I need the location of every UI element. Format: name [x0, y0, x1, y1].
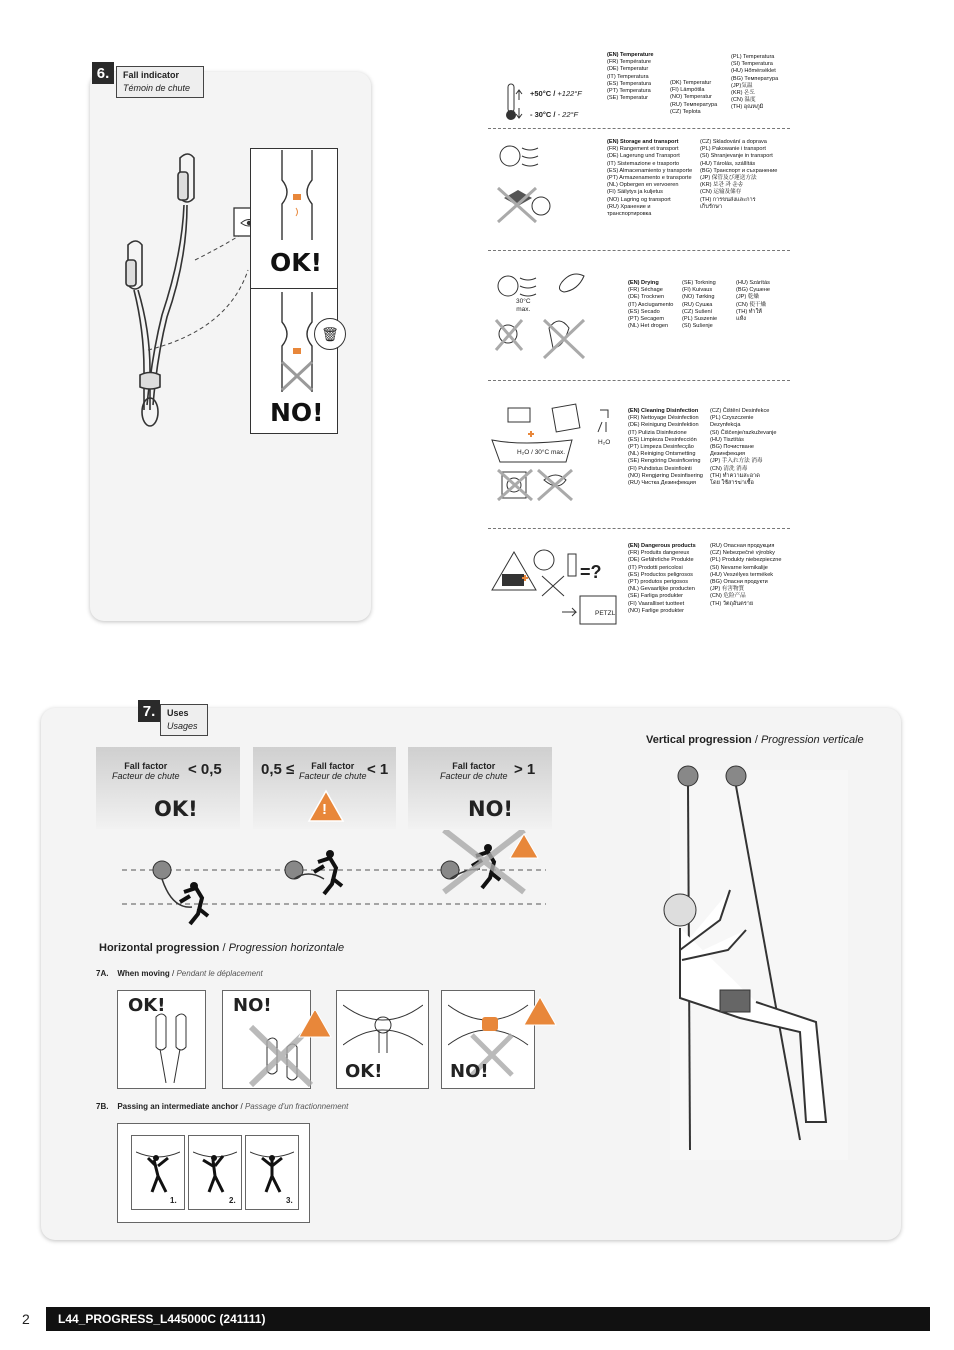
lang-line: (ES) Productos peligrosos: [628, 571, 693, 578]
separator: [488, 380, 790, 381]
drying-temp-label: [516, 298, 531, 314]
lang-line: (CN) 运输及储存: [700, 189, 742, 196]
section-7-title-en: Uses: [167, 708, 189, 718]
lang-line: (PT) Limpeza Desinfecção: [628, 443, 694, 450]
lang-line: (DE) Lagerung und Transport: [607, 153, 680, 160]
lang-line: (CZ) Nebezpečné výrobky: [710, 550, 775, 557]
temp-cold-c: - 30°C /: [530, 110, 558, 119]
moving-verdict-4: NO!: [450, 1061, 489, 1082]
ff2-en: Fall factor: [311, 761, 355, 771]
storage-icons: [496, 136, 556, 226]
lang-line: (SI) Temperatura: [731, 61, 773, 68]
dangerous-question: =?: [580, 562, 602, 582]
lang-line: (PL) Czyszczenie: [710, 415, 754, 422]
ff1-suffix: < 0,5: [188, 761, 222, 778]
lang-line: (IT) Asciugamento: [628, 301, 674, 308]
lang-line: (CN) 危险产品: [710, 593, 746, 600]
lang-line: (SE) Torkning: [682, 280, 716, 286]
lang-line: Dezynfekcja: [710, 422, 741, 429]
horizontal-progression-heading: [99, 942, 344, 954]
drying-lang-col1: [628, 280, 673, 330]
temp-hot-f: +122°F: [557, 89, 582, 98]
drying-icons: [494, 268, 600, 360]
lang-line: (ES) Secado: [628, 308, 660, 315]
lang-line: (SI) Sušenje: [682, 323, 713, 330]
step-2-label: 2.: [229, 1196, 236, 1205]
climber-step-1-drawing: [136, 1144, 180, 1204]
lang-line: (CZ) Teplota: [670, 108, 701, 115]
lang-line: (RU) Сушка: [682, 301, 713, 308]
lang-line: (EN) Cleaning Disinfection: [628, 408, 699, 414]
horizontal-slash: /: [219, 942, 229, 954]
temp-lang-col3: [731, 54, 778, 112]
horizontal-fr: Progression horizontale: [228, 942, 345, 954]
lang-line: Дезинфекция: [710, 451, 746, 458]
temp-hot: [530, 89, 582, 98]
7a-fr: Pendant le déplacement: [176, 969, 263, 978]
lang-line: (SI) Shranjevanje in transport: [700, 153, 773, 160]
section-6-label: [116, 66, 204, 98]
separator: [488, 128, 790, 129]
lang-line: (FI) Säilytys ja kuljetus: [607, 189, 663, 196]
lang-line: (CN) 温度: [731, 97, 756, 104]
moving-box-4: [441, 990, 535, 1089]
fall-factor-box-1: [96, 747, 240, 829]
lang-line: (CN) 清洗 消毒: [710, 465, 748, 472]
lang-line: (DE) Temperatur: [607, 66, 649, 73]
ff3-verdict: NO!: [468, 797, 514, 821]
temp-lang-col2: [670, 80, 717, 116]
fall-factor-box-2: [253, 747, 396, 829]
fall-factor-box-3: [408, 747, 552, 829]
separator: [488, 250, 790, 251]
lang-line: транспортировка: [607, 210, 652, 217]
cleaning-lang-col1: [628, 408, 703, 487]
section-7-title-fr: Usages: [167, 721, 198, 731]
anchor-icon: [678, 766, 698, 786]
lang-line: (IT) Sistemazione e trasporto: [607, 160, 680, 167]
lang-line: (NO) Temperatur: [670, 94, 712, 101]
lang-line: (BG) Сушене: [736, 287, 770, 294]
ff3-label: [440, 761, 508, 781]
lang-line: (SE) Farliga produkter: [628, 593, 684, 600]
ff3-en: Fall factor: [452, 761, 496, 771]
horizontal-en: Horizontal progression: [99, 942, 220, 954]
footer-bar: [46, 1307, 930, 1331]
lang-line: (FR) Nettoyage Désinfection: [628, 415, 699, 422]
lang-line: (PT) Temperatura: [607, 87, 651, 94]
ff2-suffix: < 1: [367, 761, 389, 778]
thermometer-icon: [500, 82, 524, 122]
lang-line: โดย ใช้สารฆ่าเชื้อ: [710, 479, 754, 486]
vertical-progression-heading: [646, 734, 864, 746]
cleaning-h2o-label: H₂O: [598, 439, 611, 446]
ff2-verdict: !: [322, 801, 327, 818]
moving-verdict-2: NO!: [233, 995, 272, 1016]
lang-line: (EN) Temperature: [607, 52, 654, 58]
lang-line: (NO) Lagring og transport: [607, 196, 671, 203]
lang-line: (BG) Почистване: [710, 443, 754, 450]
step-1-label: 1.: [170, 1196, 177, 1205]
7b-slash: /: [238, 1102, 245, 1111]
7b-en: Passing an intermediate anchor: [117, 1102, 239, 1111]
lang-line: (HU) Tisztítás: [710, 436, 744, 443]
lang-line: (TH) ทำให้: [736, 308, 762, 315]
lang-line: (SI) Nevarne kemikalije: [710, 564, 768, 571]
moving-box-3: [336, 990, 429, 1089]
moving-verdict-3: OK!: [345, 1061, 383, 1082]
lang-line: (HU) Hőmérséklet: [731, 68, 776, 75]
drying-temp-max: max.: [516, 306, 531, 313]
lang-line: (NO) Rengjøring Desinfisering: [628, 472, 703, 479]
lang-line: (BG) Опасни продукти: [710, 578, 768, 585]
anchor-icon: [726, 766, 746, 786]
cleaning-water-label: H₂O / 30°C max.: [517, 449, 566, 456]
lang-line: (FR) Rangement et transport: [607, 146, 679, 153]
lang-line: (EN) Dangerous products: [628, 543, 696, 549]
lang-line: (NO) Tørking: [682, 294, 715, 301]
temp-lang-col1: [607, 52, 654, 102]
lang-line: (TH) ทำความสะอาด: [710, 472, 760, 479]
no-verdict-6: NO!: [270, 398, 324, 427]
lang-line: (TH) การขนส่งและการ: [700, 196, 756, 203]
lang-line: (PL) Pakowanie i transport: [700, 146, 766, 153]
lang-line: (FI) Puhdistus Desinfiointi: [628, 465, 692, 472]
section-7-number: 7.: [138, 700, 160, 722]
7b-code: 7B.: [96, 1102, 109, 1111]
lang-line: (IT) Temperatura: [607, 73, 649, 80]
indicator-deployed-drawing: [272, 292, 322, 392]
lang-line: (DE) Reinigung Desinfektion: [628, 422, 699, 429]
ff1-verdict: OK!: [154, 797, 198, 821]
lang-line: (NL) Opbergen en vervoeren: [607, 182, 679, 189]
climber-step-2-drawing: [193, 1144, 237, 1204]
ff1-label: [112, 761, 180, 781]
vertical-slash: /: [751, 734, 761, 746]
lang-line: (NL) Gevaarlijke producten: [628, 586, 695, 593]
anchor-step-1: [131, 1135, 185, 1210]
lang-line: (KR) 보관 과 운송: [700, 182, 744, 189]
lang-line: (HU) Veszélyes termékek: [710, 571, 774, 578]
cleaning-lang-col2: [710, 408, 777, 487]
ff1-en: Fall factor: [124, 761, 168, 771]
vertical-en: Vertical progression: [646, 734, 752, 746]
section-7b-heading: [96, 1102, 348, 1111]
storage-lang-col1: [607, 139, 692, 218]
ff2-prefix: 0,5 ≤: [261, 761, 295, 778]
drying-lang-col2: [682, 280, 717, 330]
lang-line: (PT) Secagem: [628, 315, 665, 322]
vertical-climber-illustration: [650, 760, 850, 1160]
lang-line: (SE) Temperatur: [607, 95, 648, 102]
trash-bin-icon: 🗑: [314, 318, 346, 350]
drying-lang-col3: [736, 280, 770, 323]
section-7a-heading: [96, 969, 263, 978]
lang-line: (FR) Séchage: [628, 287, 663, 294]
moving-box-2: [222, 990, 311, 1089]
7b-fr: Passage d'un fractionnement: [244, 1102, 349, 1111]
lang-line: (SI) Čiščenje/razkuževanje: [710, 429, 777, 436]
section-6-title-en: Fall indicator: [123, 70, 180, 80]
horizontal-fall-illustration: [122, 830, 546, 934]
lang-line: (RU) Опасная продукция: [710, 543, 775, 549]
ff3-fr: Facteur de chute: [440, 771, 508, 781]
section-6-title-fr: Témoin de chute: [123, 83, 191, 93]
lang-line: (TH) อุณหภูมิ: [731, 104, 764, 111]
lang-line: (EN) Drying: [628, 280, 659, 286]
lang-line: (HU) Szárítás: [736, 280, 770, 286]
page-number: 2: [22, 1311, 30, 1327]
climber-step-3-drawing: [250, 1144, 294, 1204]
lanyard-unclipped-drawing: [227, 1011, 337, 1087]
lang-line: (EN) Storage and transport: [607, 139, 679, 145]
lang-line: (PL) Produkty niebezpieczne: [710, 557, 782, 564]
lang-line: (FI) Vaaralliset tuotteet: [628, 600, 685, 607]
lang-line: (FI) Kuivaus: [682, 287, 713, 294]
lang-line: (DE) Gefährliche Produkte: [628, 557, 694, 564]
storage-lang-col2: [700, 139, 777, 211]
temp-cold-f: - 22°F: [557, 110, 579, 119]
anchor-icon: [441, 861, 459, 879]
dangerous-lang-col2: [710, 543, 782, 608]
lang-line: (PT) produtos perigosos: [628, 578, 689, 585]
temp-cold: [530, 110, 578, 119]
lang-line: (FR) Produits dangereux: [628, 550, 690, 557]
lang-line: (BG) Транспорт и съхранение: [700, 167, 778, 174]
moving-verdict-1: OK!: [128, 995, 166, 1016]
ff2-fr: Facteur de chute: [299, 771, 367, 781]
lang-line: (JP) 手入れ方法 消毒: [710, 458, 763, 465]
lang-line: (PT) Armazenamento e transporte: [607, 174, 692, 181]
lang-line: (SE) Rengöring Desinficering: [628, 458, 701, 465]
lang-line: (CZ) Skladování a doprava: [700, 139, 767, 145]
lang-line: แห้ง: [736, 315, 747, 322]
7a-en: When moving: [117, 969, 170, 978]
lang-line: (TH) วัตถุอันตราย: [710, 600, 754, 607]
separator: [488, 528, 790, 529]
lang-line: เก็บรักษา: [700, 203, 723, 210]
anchor-step-3: [245, 1135, 299, 1210]
ff3-suffix: > 1: [514, 761, 536, 778]
lang-line: (JP) 有害物質: [710, 586, 745, 593]
temp-hot-c: +50°C /: [530, 89, 558, 98]
moving-box-1: [117, 990, 206, 1089]
lang-line: (IT) Prodotti pericolosi: [628, 564, 683, 571]
section-7-label: [160, 704, 208, 736]
anchor-clip-drawing: [343, 995, 423, 1055]
lang-line: (IT) Pulizia Disinfezione: [628, 429, 687, 436]
lang-line: (RU) Чистка Дезинфекция: [628, 479, 696, 486]
lang-line: (JP)気温: [731, 82, 753, 89]
lang-line: (JP) 乾燥: [736, 294, 759, 301]
lang-line: (KR) 온도: [731, 89, 755, 96]
lang-line: (ES) Almacenamiento y transporte: [607, 167, 693, 174]
lang-line: (FR) Température: [607, 59, 652, 66]
7a-code: 7A.: [96, 969, 109, 978]
lang-line: (FI) Lämpötila: [670, 87, 705, 94]
lang-line: (RU) Хранение и: [607, 203, 651, 210]
lang-line: (CZ) Čištění Desinfekce: [710, 408, 770, 414]
lang-line: (NO) Farlige produkter: [628, 607, 684, 614]
lang-line: (HU) Tárolás, szállítás: [700, 160, 756, 167]
lang-line: (DK) Temperatur: [670, 80, 712, 86]
petzl-box-label: PETZL: [595, 610, 616, 617]
lang-line: (RU) Температура: [670, 101, 718, 108]
anchor-step-2: [188, 1135, 242, 1210]
lanyard-clipped-drawing: [146, 1013, 196, 1083]
section-6-number: 6.: [92, 62, 114, 84]
anchor-icon: [153, 861, 171, 879]
lang-line: (ES) Limpieza Desinfección: [628, 436, 697, 443]
ff1-fr: Facteur de chute: [112, 771, 180, 781]
lang-line: (NL) Het drogen: [628, 323, 669, 330]
lang-line: (CN) 使干燥: [736, 301, 767, 308]
vertical-fr: Progression verticale: [760, 734, 864, 746]
lang-line: (PL) Temperatura: [731, 54, 775, 60]
step-3-label: 3.: [286, 1196, 293, 1205]
dangerous-lang-col1: [628, 543, 696, 615]
lang-line: (DE) Trocknen: [628, 294, 665, 301]
dangerous-products-icons: [488, 546, 618, 636]
lang-line: (NL) Reiniging Ontsmetting: [628, 451, 696, 458]
ok-verdict-6: OK!: [270, 248, 323, 277]
lang-line: (ES) Temperatura: [607, 80, 652, 87]
lang-line: (JP) 保管及び運送方法: [700, 174, 757, 181]
7a-slash: /: [169, 969, 177, 978]
lang-line: (PL) Suszenie: [682, 315, 718, 322]
frame-divider: [250, 288, 338, 289]
footer-code: L44_PROGRESS_L445000C (241111): [58, 1312, 266, 1326]
lang-line: (CZ) Sušení: [682, 308, 713, 315]
ff2-label: [299, 761, 367, 781]
lang-line: (BG) Температура: [731, 75, 779, 82]
indicator-intact-drawing: [272, 150, 322, 240]
drying-temp: 30°C: [516, 298, 531, 305]
